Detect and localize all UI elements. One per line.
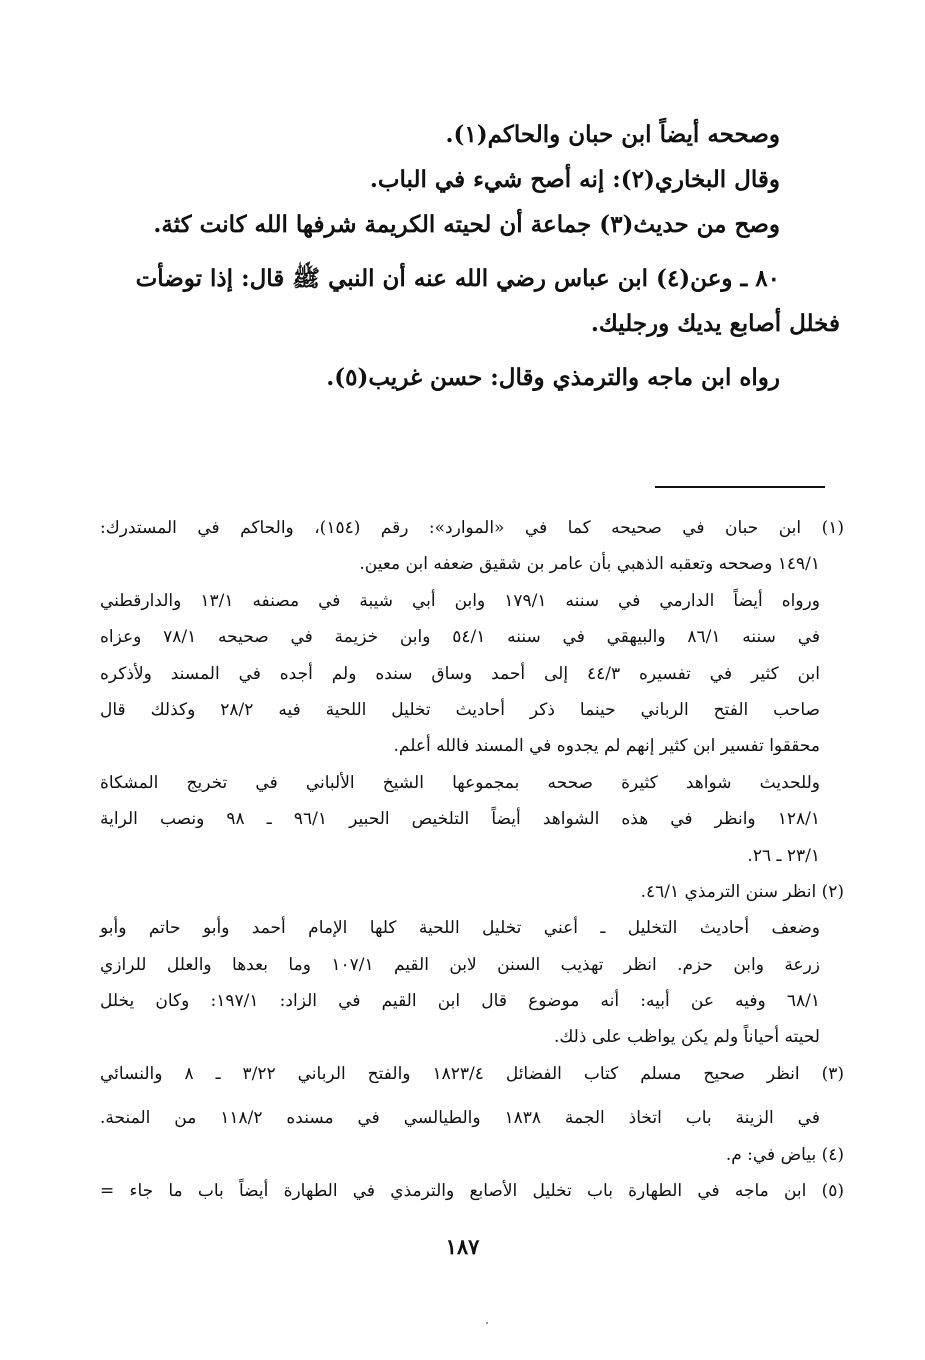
footnote-5-line: (٥) ابن ماجه في الطهارة باب تخليل الأصابع والترمذي في الطهارة أيضاً باب ما جاء =	[100, 1181, 844, 1202]
footnote-separator	[655, 486, 825, 488]
footnote-line: في سننه ٨٦/١ والبيهقي في سننه ٥٤/١ وابن خزيمة في صحيحه ٧٨/١ وعزاه	[100, 627, 820, 648]
main-line: وصح من حديث(٣) جماعة أن لحيته الكريمة شرفها الله كانت كثة.	[153, 211, 780, 238]
main-line: وقال البخاري(٢): إنه أصح شيء في الباب.	[369, 166, 780, 193]
footnote-line: محققوا تفسير ابن كثير إنهم لم يجدوه في المسند فالله أعلم.	[393, 736, 820, 757]
hadith-80-line: ٨٠ ـ وعن(٤) ابن عباس رضي الله عنه أن النبي ﷺ قال: إذا توضأت	[135, 265, 780, 292]
main-line: فخلل أصابع يديك ورجليك.	[590, 310, 840, 337]
footnote-line: زرعة وابن حزم. انظر تهذيب السنن لابن القيم ١٠٧/١ وما بعدها والعلل للرازي	[100, 954, 820, 975]
scan-dot	[486, 1322, 488, 1324]
footnote-line: ٦٨/١ وفيه عن أبيه: أنه موضوع قال ابن القيم في الزاد: ١٩٧/١: وكان يخلل	[100, 991, 820, 1012]
footnote-line: ابن كثير في تفسيره ٤٤/٣ إلى أحمد وساق سنده ولم أجده في المسند ولأذكره	[100, 663, 820, 684]
footnote-line: وضعف أحاديث التخليل ـ أعني تخليل اللحية كلها الإمام أحمد وأبو حاتم وأبو	[100, 918, 820, 939]
footnote-line: ١٤٩/١ وصححه وتعقبه الذهبي بأن عامر بن شقيق ضعفه ابن معين.	[359, 554, 820, 575]
footnote-line: ٢٣/١ ـ ٢٦.	[747, 845, 820, 866]
footnote-4-line: (٤) بياض في: م.	[725, 1144, 844, 1165]
footnote-2-line: (٢) انظر سنن الترمذي ٤٦/١.	[640, 881, 844, 902]
main-line: رواه ابن ماجه والترمذي وقال: حسن غريب(٥).	[326, 364, 780, 391]
page-number: ١٨٧	[445, 1234, 480, 1259]
footnote-1-line: (١) ابن حبان في صحيحه كما في «الموارد»: رقم (١٥٤)، والحاكم في المستدرك:	[100, 518, 844, 538]
footnote-line: ١٢٨/١ وانظر في هذه الشواهد أيضاً التلخيص الحبير ٩٦/١ ـ ٩٨ ونصب الراية	[100, 809, 820, 830]
footnote-line: لحيته أحياناً ولم يكن يواظب على ذلك.	[553, 1027, 820, 1048]
main-text	[100, 112, 840, 400]
main-line: وصححه أيضاً ابن حبان والحاكم(١).	[445, 121, 780, 148]
footnote-line: في الزينة باب اتخاذ الجمة ١٨٣٨ والطيالسي في مسنده ١١٨/٢ من المنحة.	[100, 1108, 820, 1129]
footnote-line: وللحديث شواهد كثيرة صححه بمجموعها الشيخ الألباني في تخريج المشكاة	[100, 772, 820, 793]
footnote-line: ورواه أيضاً الدارمي في سننه ١٧٩/١ وابن أبي شيبة في مصنفه ١٣/١ والدارقطني	[100, 590, 820, 611]
footnote-3-line: (٣) انظر صحيح مسلم كتاب الفضائل ١٨٢٣/٤ والفتح الرباني ٣/٢٢ ـ ٨ والنسائي	[100, 1063, 845, 1084]
footnote-line: صاحب الفتح الرباني حينما ذكر أحاديث تخليل اللحية فيه ٢٨/٢ وكذلك قال	[100, 699, 820, 720]
footnotes	[100, 510, 844, 1209]
